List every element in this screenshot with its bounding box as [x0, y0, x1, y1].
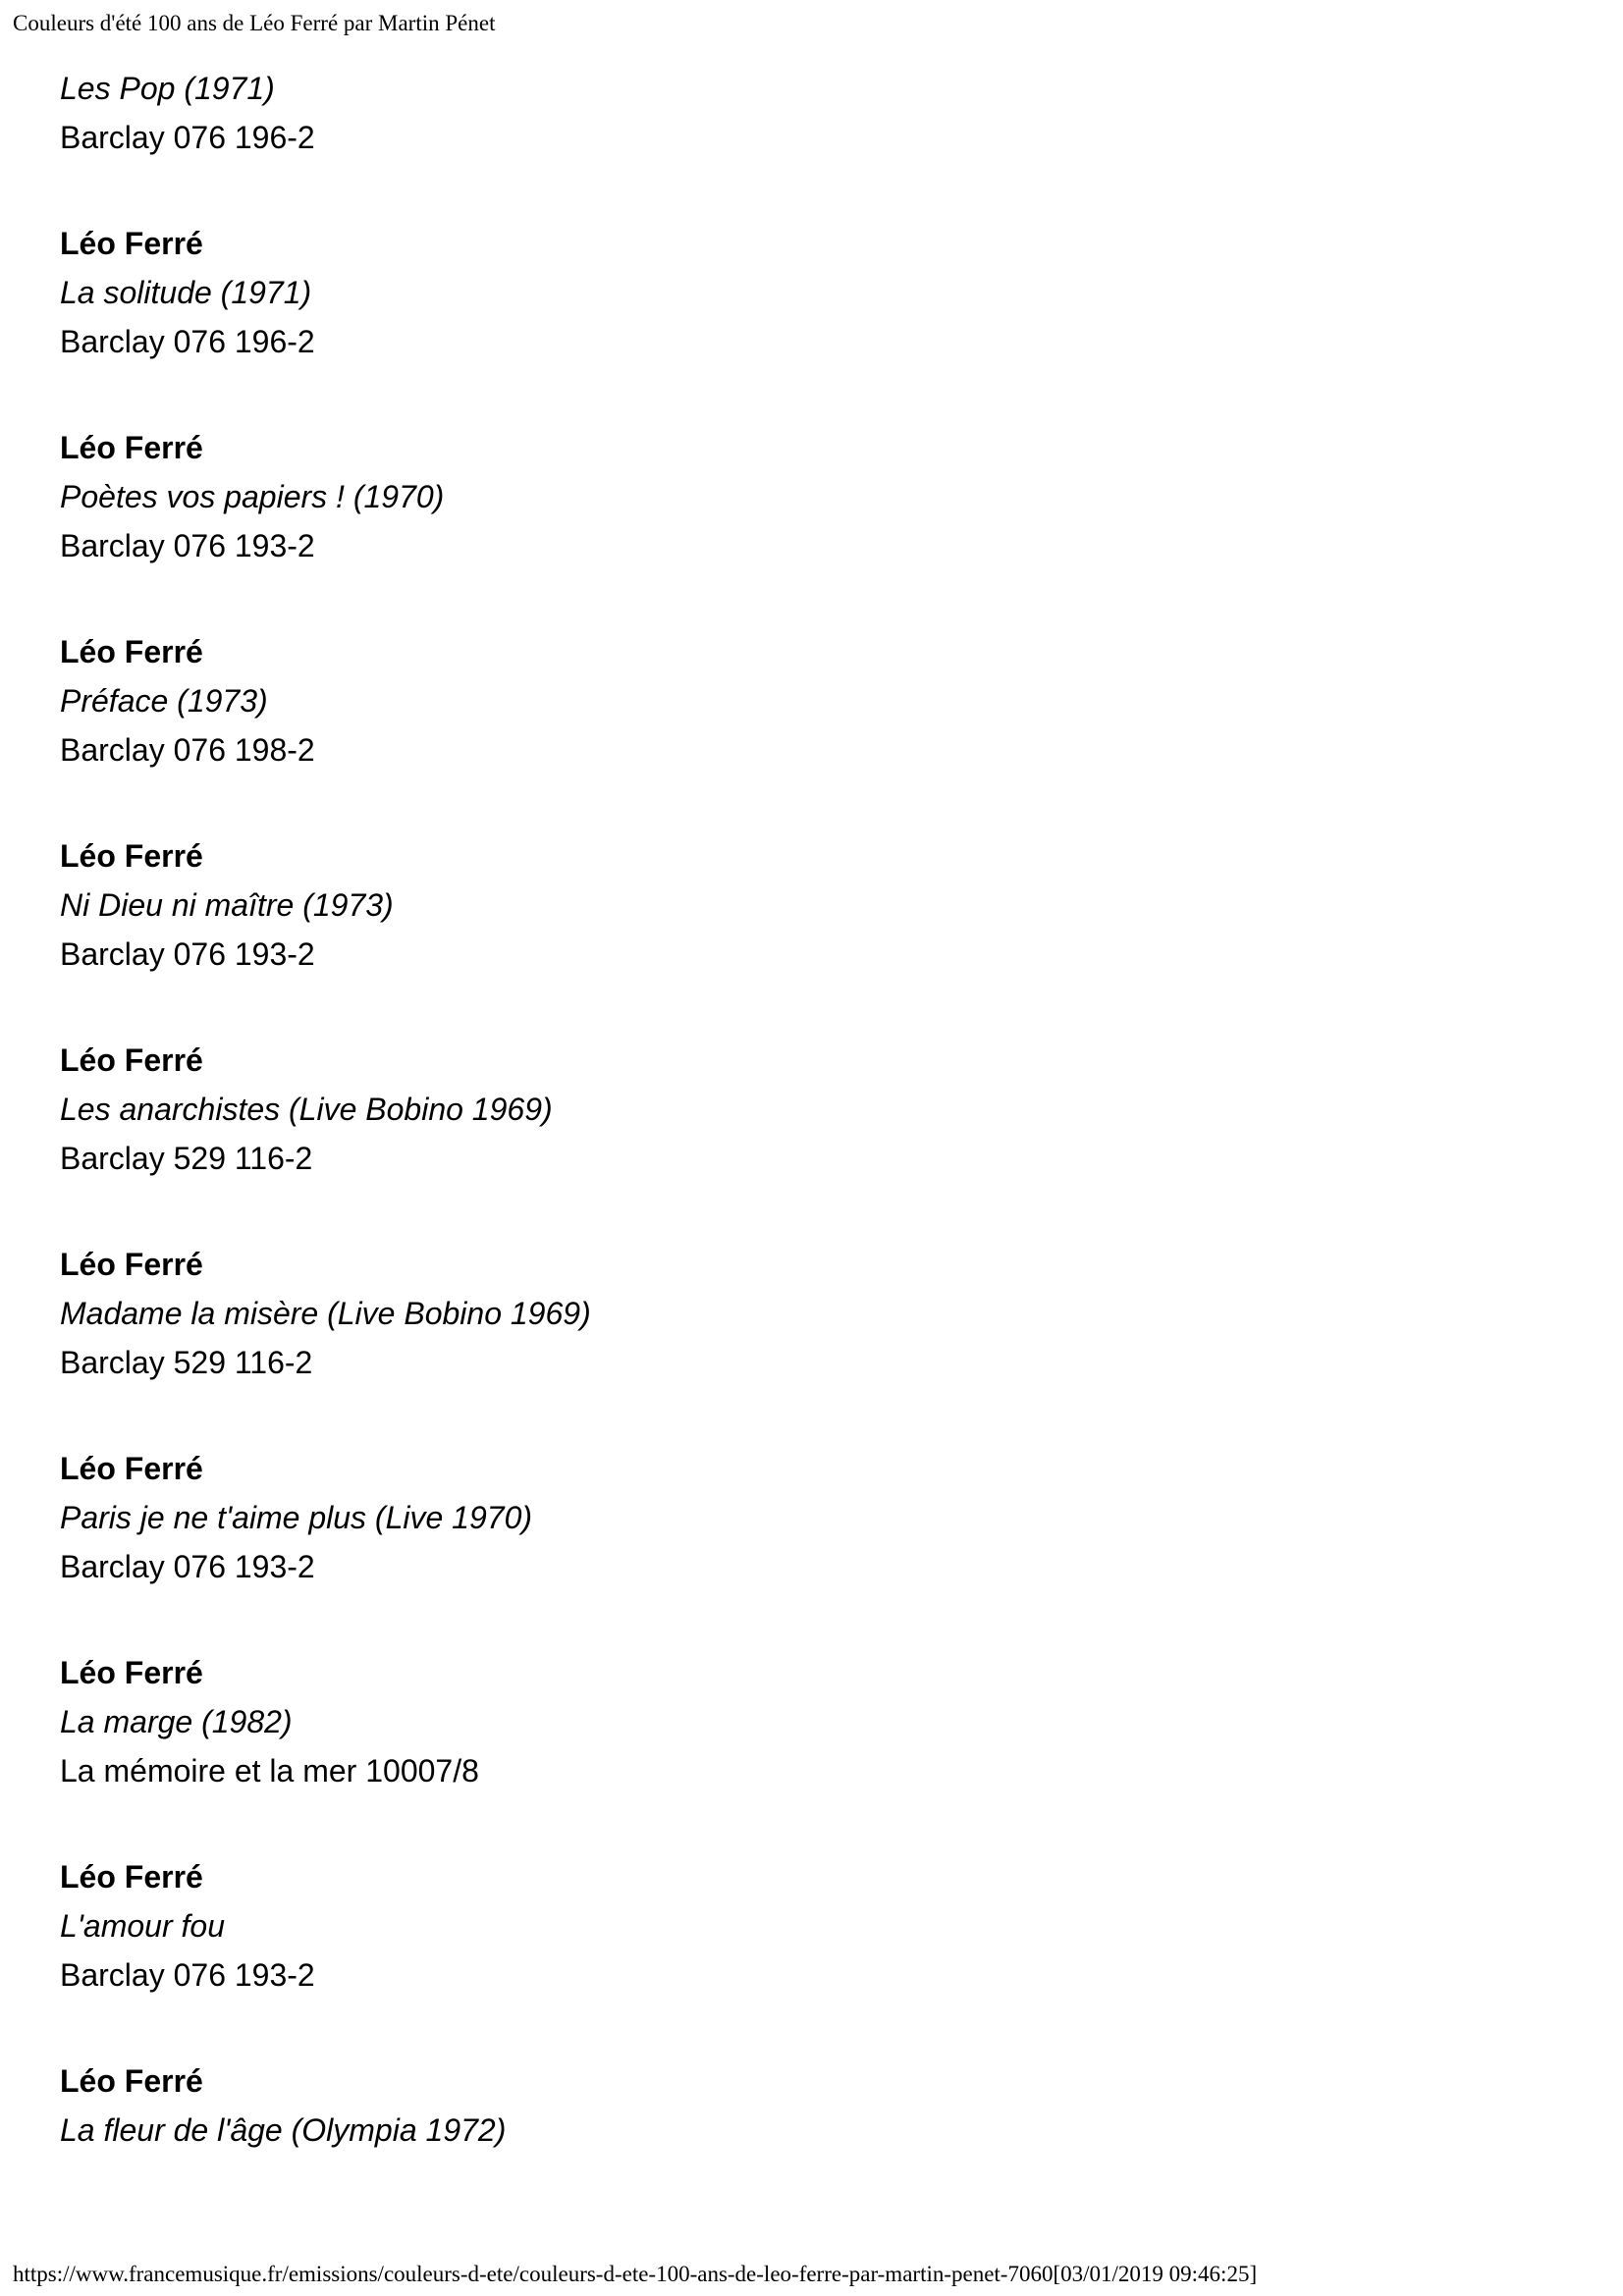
- track-artist: Léo Ferré: [60, 838, 203, 874]
- track-entry: [60, 831, 1533, 979]
- track-title: La solitude (1971): [60, 275, 312, 310]
- track-title: La fleur de l'âge (Olympia 1972): [60, 2112, 507, 2148]
- track-artist: Léo Ferré: [60, 1042, 203, 1078]
- track-title: Ni Dieu ni maître (1973): [60, 887, 394, 923]
- track-title: Madame la misère (Live Bobino 1969): [60, 1296, 591, 1331]
- track-entry: [60, 423, 1533, 570]
- track-entry: [60, 1036, 1533, 1183]
- track-artist: Léo Ferré: [60, 1859, 203, 1895]
- running-header-title: Couleurs d'été 100 ans de Léo Ferré par Martin Pénet: [13, 11, 496, 35]
- track-label: Barclay 076 193-2: [60, 936, 315, 972]
- track-title: Les anarchistes (Live Bobino 1969): [60, 1092, 553, 1127]
- track-artist: Léo Ferré: [60, 634, 203, 669]
- track-label: Barclay 076 198-2: [60, 732, 315, 768]
- track-entry: [60, 219, 1533, 366]
- tracklist: [60, 64, 1533, 2212]
- track-label: Barclay 076 196-2: [60, 120, 315, 155]
- track-artist: Léo Ferré: [60, 1451, 203, 1486]
- track-label: Barclay 529 116-2: [60, 1141, 313, 1176]
- track-title: La marge (1982): [60, 1704, 293, 1739]
- track-entry: [60, 627, 1533, 774]
- track-artist: Léo Ferré: [60, 2063, 203, 2099]
- track-label: Barclay 076 196-2: [60, 324, 315, 359]
- track-entry: [60, 1648, 1533, 1795]
- track-artist: Léo Ferré: [60, 1655, 203, 1690]
- track-entry: [60, 1444, 1533, 1591]
- track-artist: Léo Ferré: [60, 430, 203, 465]
- track-title: Préface (1973): [60, 683, 268, 719]
- track-label: Barclay 076 193-2: [60, 1957, 315, 1993]
- track-label: La mémoire et la mer 10007/8: [60, 1753, 479, 1789]
- track-entry: [60, 64, 1533, 162]
- track-label: Barclay 529 116-2: [60, 1345, 313, 1380]
- track-title: Paris je ne t'aime plus (Live 1970): [60, 1500, 533, 1535]
- track-artist: Léo Ferré: [60, 226, 203, 261]
- track-title: Poètes vos papiers ! (1970): [60, 479, 445, 514]
- track-label: Barclay 076 193-2: [60, 1549, 315, 1584]
- track-entry: [60, 2056, 1533, 2155]
- track-entry: [60, 1240, 1533, 1387]
- track-label: Barclay 076 193-2: [60, 528, 315, 563]
- track-artist: Léo Ferré: [60, 1247, 203, 1282]
- footer-url: https://www.francemusique.fr/emissions/couleurs-d-ete/couleurs-d-ete-100-ans-de-leo-ferre-par-martin-penet-7060[03/01/2019 09:46:25]: [13, 2262, 1258, 2286]
- track-title: Les Pop (1971): [60, 71, 275, 106]
- track-title: L'amour fou: [60, 1908, 225, 1944]
- track-entry: [60, 1852, 1533, 2000]
